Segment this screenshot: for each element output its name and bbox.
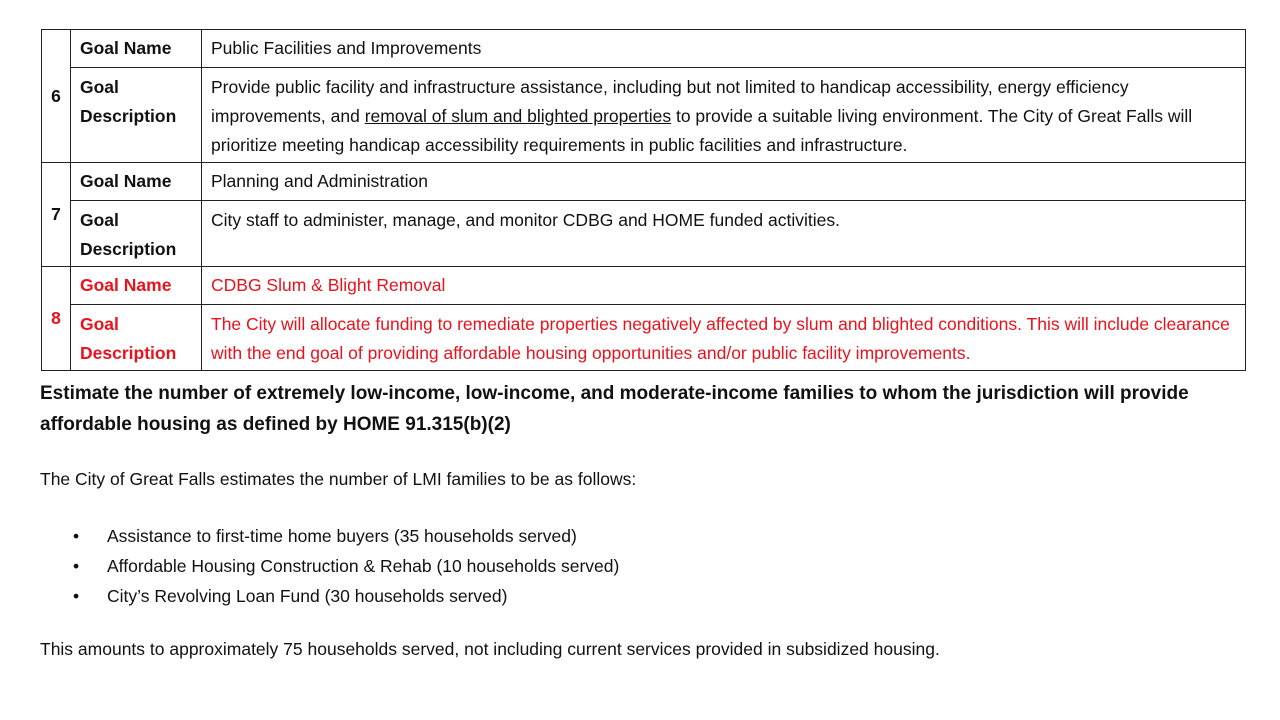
goal-description: City staff to administer, manage, and monitor CDBG and HOME funded activities.: [202, 201, 1246, 267]
description-text: to provide a suitable living environment. The City of Great Falls will prioritize meeting handicap accessibility requirements in public facilities and infrastructure.: [211, 106, 1193, 155]
bullet-icon: •: [73, 526, 80, 546]
label-line-1: Goal: [80, 210, 119, 230]
goal-6-description-row: [42, 68, 1246, 163]
goal-description-label: [71, 201, 202, 267]
goal-description: The City will allocate funding to remediate properties negatively affected by slum and blighted conditions. This will include clearance with the end goal of providing affordable housing opportunities and/or public facility improvements.: [202, 305, 1246, 371]
goal-description-label: [71, 305, 202, 371]
goals-table: [41, 29, 1246, 371]
bullet-icon: •: [73, 556, 80, 576]
goal-name-label: Goal Name: [71, 30, 202, 68]
list-item: [40, 521, 619, 551]
goal-name-label: Goal Name: [71, 267, 202, 305]
list-item-text: Assistance to first-time home buyers (35 households served): [107, 526, 577, 546]
label-line-1: Goal: [80, 314, 119, 334]
goal-name-label: Goal Name: [71, 163, 202, 201]
list-item: [40, 581, 619, 611]
goal-7-description-row: [42, 201, 1246, 267]
list-item: [40, 551, 619, 581]
goal-8-description-row: [42, 305, 1246, 371]
question-heading: Estimate the number of extremely low-income, low-income, and moderate-income families to whom the jurisdiction will provide affordable housing as defined by HOME 91.315(b)(2): [40, 383, 1189, 435]
goal-6-name-row: [42, 30, 1246, 68]
goal-7-name-row: [42, 163, 1246, 201]
list-item-text: City’s Revolving Loan Fund (30 households served): [107, 586, 508, 606]
label-line-2: Description: [80, 343, 177, 363]
description-text: Provide public facility and infrastructure assistance, including but not limited to handicap accessibility, energy efficiency improvements, and: [211, 77, 1129, 126]
goal-number: 6: [42, 30, 71, 163]
goal-description-label: [71, 68, 202, 163]
households-list: [40, 521, 619, 611]
goal-description: [202, 68, 1246, 163]
intro-paragraph: The City of Great Falls estimates the number of LMI families to be as follows:: [40, 469, 637, 489]
underlined-text: removal of slum and blighted properties: [364, 106, 672, 126]
label-line-1: Goal: [80, 77, 119, 97]
goal-name: Planning and Administration: [202, 163, 1246, 201]
goal-number: 7: [42, 163, 71, 267]
bullet-icon: •: [73, 586, 80, 606]
goal-name: CDBG Slum & Blight Removal: [202, 267, 1246, 305]
list-item-text: Affordable Housing Construction & Rehab (10 households served): [107, 556, 620, 576]
goal-number: 8: [42, 267, 71, 371]
summary-paragraph: This amounts to approximately 75 households served, not including current services provided in subsidized housing.: [40, 639, 940, 659]
goal-name: Public Facilities and Improvements: [202, 30, 1246, 68]
goal-8-name-row: [42, 267, 1246, 305]
label-line-2: Description: [80, 239, 177, 259]
label-line-2: Description: [80, 106, 177, 126]
